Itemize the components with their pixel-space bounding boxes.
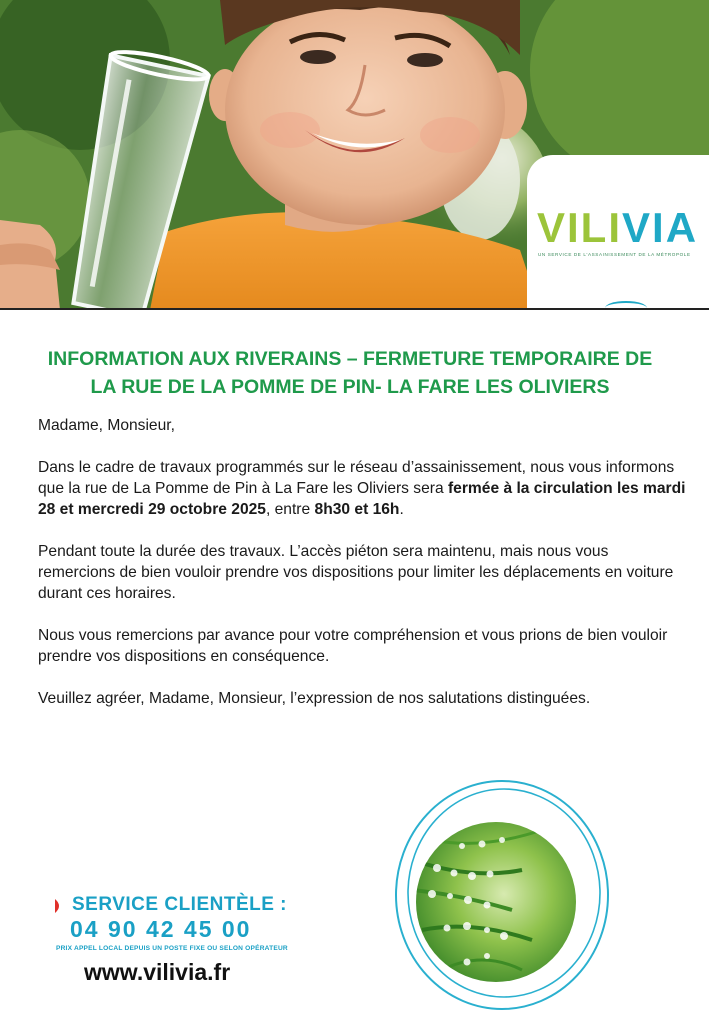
logo-text-part1: VILI xyxy=(537,204,623,251)
service-clientele-label: SERVICE CLIENTÈLE : xyxy=(72,894,288,915)
vilivia-logo-card xyxy=(527,155,709,310)
paragraph-salutation: Veuillez agréer, Madame, Monsieur, l’expression de nos salutations distinguées. xyxy=(38,690,591,707)
paragraph-thanks: Nous vous remercions par avance pour votre compréhension et vous prions de bien vouloir prendre vos dispositions en conséquence. xyxy=(38,627,668,665)
notice-title-line1: INFORMATION AUX RIVERAINS – FERMETURE TEMPORAIRE DE xyxy=(47,348,653,370)
paragraph-closure-dates xyxy=(38,457,688,520)
p1-text-e: . xyxy=(399,501,404,518)
p1-closure-dates: fermée à la circulation les mardi 28 et mercredi 29 octobre 2025 xyxy=(38,480,686,518)
greeting: Madame, Monsieur, xyxy=(38,417,175,434)
vilivia-logo xyxy=(537,204,699,251)
service-phone-number[interactable]: 04 90 42 45 00 xyxy=(70,916,252,942)
notice-body xyxy=(38,415,688,709)
logo-text-part2: VIA xyxy=(622,204,699,251)
hero-photo xyxy=(0,0,709,310)
p1-hours: 8h30 et 16h xyxy=(314,501,400,518)
logo-tagline: UN SERVICE DE L'ASSAINISSEMENT DE LA MÉTROPOLE xyxy=(538,252,691,257)
p1-text-a: Dans le cadre de travaux programmés sur le réseau d’assainissement, nous vous informons que la rue de La Pomme de Pin à La Fare les Oliviers sera xyxy=(38,459,675,497)
red-bullet-icon xyxy=(55,899,63,913)
paragraph-pedestrian-access: Pendant toute la durée des travaux. L’accès piéton sera maintenu, mais nous vous remercions de bien vouloir prendre vos dispositions pour limiter les déplacements en voiture durant ces horaires. xyxy=(38,543,674,602)
hero-divider xyxy=(0,308,709,310)
website-link[interactable]: www.vilivia.fr xyxy=(84,959,231,985)
call-price-note: PRIX APPEL LOCAL DEPUIS UN POSTE FIXE OU SELON OPÉRATEUR xyxy=(56,945,288,952)
notice-title xyxy=(20,345,680,401)
water-drops-circle-decoration xyxy=(392,770,622,1010)
p1-text-c: , entre xyxy=(265,501,315,518)
notice-title-line2: LA RUE DE LA POMME DE PIN- LA FARE LES OLIVIERS xyxy=(90,376,610,398)
